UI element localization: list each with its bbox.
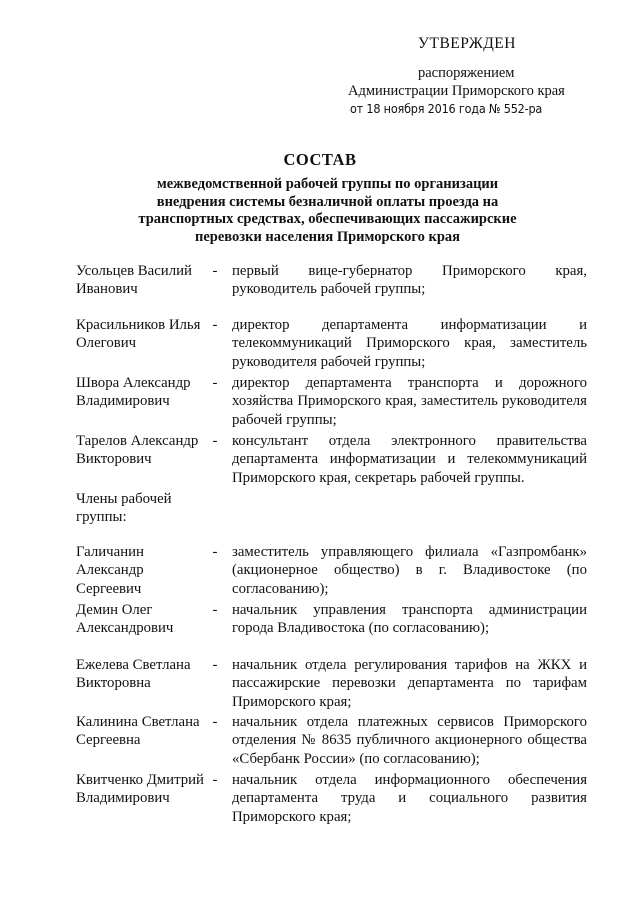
person-name: Усольцев Василий Иванович xyxy=(76,263,192,298)
dash-separator: - xyxy=(212,714,218,730)
dash-separator: - xyxy=(212,433,218,449)
dash-separator: - xyxy=(212,657,218,673)
person-role: консультант отдела электронного правительства департамента информатизации и телекоммуникаций Приморского края, секретарь рабочей группы. xyxy=(232,433,587,486)
person-role: заместитель управляющего филиала «Газпромбанк» (акционерное общество) в г. Владивостоке (по согласованию); xyxy=(232,544,587,597)
person-name: Калинина Светлана Сергеевна xyxy=(76,714,200,749)
person-role: начальник отдела информационного обеспечения департамента труда и социального развития Приморского края; xyxy=(232,772,587,825)
approval-line-1: распоряжением xyxy=(418,65,515,81)
person-role: директор департамента транспорта и дорожного хозяйства Приморского края, заместитель руководителя рабочей группы; xyxy=(232,375,587,428)
person-name: Галичанин Александр Сергеевич xyxy=(76,544,144,597)
dash-separator: - xyxy=(212,375,218,391)
person-name: Квитченко Дмитрий Владимирович xyxy=(76,772,204,807)
approval-date-number: от 18 ноября 2016 года № 552-ра xyxy=(350,101,543,116)
person-role: начальник управления транспорта администрации города Владивостока (по согласованию); xyxy=(232,602,587,637)
dash-separator: - xyxy=(212,263,218,279)
dash-separator: - xyxy=(212,602,218,618)
approval-line-2: Администрации Приморского края xyxy=(348,83,565,99)
approval-title: УТВЕРЖДЕН xyxy=(418,35,516,52)
person-name: Красильников Илья Олегович xyxy=(76,317,201,352)
dash-separator: - xyxy=(212,772,218,788)
document-subtitle: межведомственной рабочей группы по организации внедрения системы безналичной оплаты проезда на транспортных средствах, обеспечивающих пассажирские перевозки населения Приморского края xyxy=(138,176,517,245)
document-title: СОСТАВ xyxy=(283,150,357,169)
person-role: начальник отдела регулирования тарифов на ЖКХ и пассажирские перевозки департамента по тарифам Приморского края; xyxy=(232,657,587,710)
person-name: Демин Олег Александрович xyxy=(76,602,174,637)
person-role: первый вице-губернатор Приморского края, руководитель рабочей группы; xyxy=(232,263,587,298)
members-label: Члены рабочей группы: xyxy=(76,491,172,526)
person-name: Ежелева Светлана Викторовна xyxy=(76,657,191,692)
dash-separator: - xyxy=(212,544,218,560)
person-role: директор департамента информатизации и телекоммуникаций Приморского края, заместитель руководителя рабочей группы; xyxy=(232,317,587,370)
dash-separator: - xyxy=(212,317,218,333)
person-role: начальник отдела платежных сервисов Приморского отделения № 8635 публичного акционерного общества «Сбербанк России» (по согласованию); xyxy=(232,714,587,767)
person-name: Швора Александр Владимирович xyxy=(76,375,191,410)
person-name: Тарелов Александр Викторович xyxy=(76,433,199,468)
